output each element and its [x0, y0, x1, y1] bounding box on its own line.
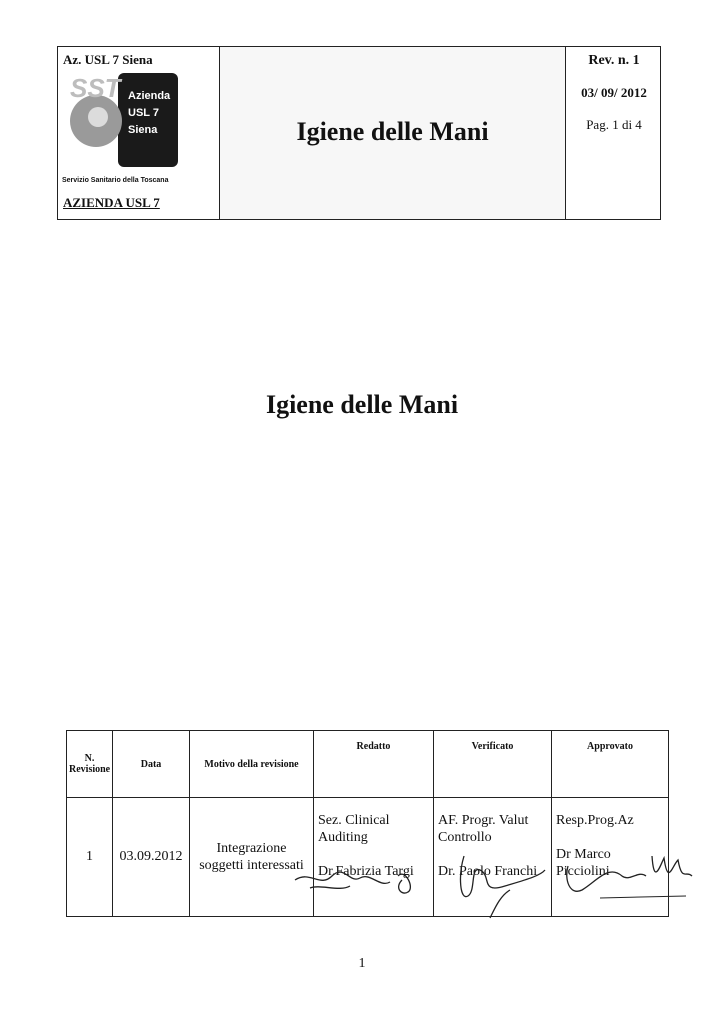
logo-line-3: Siena — [128, 124, 158, 136]
verified-line-3: Dr. Paolo Franchi — [438, 864, 538, 879]
table-row — [67, 798, 669, 917]
header-title-cell — [220, 47, 566, 219]
header-drafted: Redatto — [314, 731, 434, 798]
drafted-line-2: Auditing — [318, 830, 368, 845]
document-header — [57, 46, 661, 220]
approved-line-3: Picciolini — [556, 864, 610, 879]
page-number: 1 — [358, 956, 366, 971]
reason-line-1: Integrazione — [216, 841, 287, 856]
approved-line-1: Resp.Prog.Az — [556, 813, 634, 828]
department-link[interactable]: AZIENDA USL 7 — [63, 195, 160, 210]
revision-table — [66, 730, 669, 917]
verified-line-2: Controllo — [438, 830, 492, 845]
cell-verified — [434, 798, 552, 917]
drafted-line-3: Dr.Fabrizia Targi — [318, 864, 414, 879]
cell-date: 03.09.2012 — [113, 798, 190, 917]
header-meta-cell — [566, 47, 662, 219]
header-title: Igiene delle Mani — [296, 117, 489, 146]
header-reason: Motivo della revisione — [190, 731, 314, 798]
drafted-line-1: Sez. Clinical — [318, 813, 390, 828]
cell-reason — [190, 798, 314, 917]
logo-line-1: Azienda — [128, 90, 171, 102]
header-verified: Verificato — [434, 731, 552, 798]
header-revision-number: N. Revisione — [67, 731, 113, 798]
table-header-row — [67, 731, 669, 798]
azienda-logo — [66, 71, 180, 171]
revision-number: Rev. n. 1 — [588, 53, 640, 68]
verified-line-1: AF. Progr. Valut — [438, 813, 529, 828]
logo-mark: SST — [70, 73, 121, 103]
page-title: Igiene delle Mani — [265, 390, 459, 419]
revision-date: 03/ 09/ 2012 — [581, 85, 647, 100]
logo-caption: Servizio Sanitario della Toscana — [62, 177, 169, 184]
header-date: Data — [113, 731, 190, 798]
page-indicator: Pag. 1 di 4 — [586, 117, 642, 132]
reason-line-2: soggetti interessati — [199, 858, 304, 873]
logo-line-2: USL 7 — [128, 107, 159, 119]
cell-revision-number: 1 — [67, 798, 113, 917]
header-approved: Approvato — [552, 731, 669, 798]
cell-drafted — [314, 798, 434, 917]
approved-line-2: Dr Marco — [556, 847, 611, 862]
header-org-cell — [58, 47, 220, 219]
cell-approved — [552, 798, 669, 917]
organization-name: Az. USL 7 Siena — [63, 52, 153, 67]
